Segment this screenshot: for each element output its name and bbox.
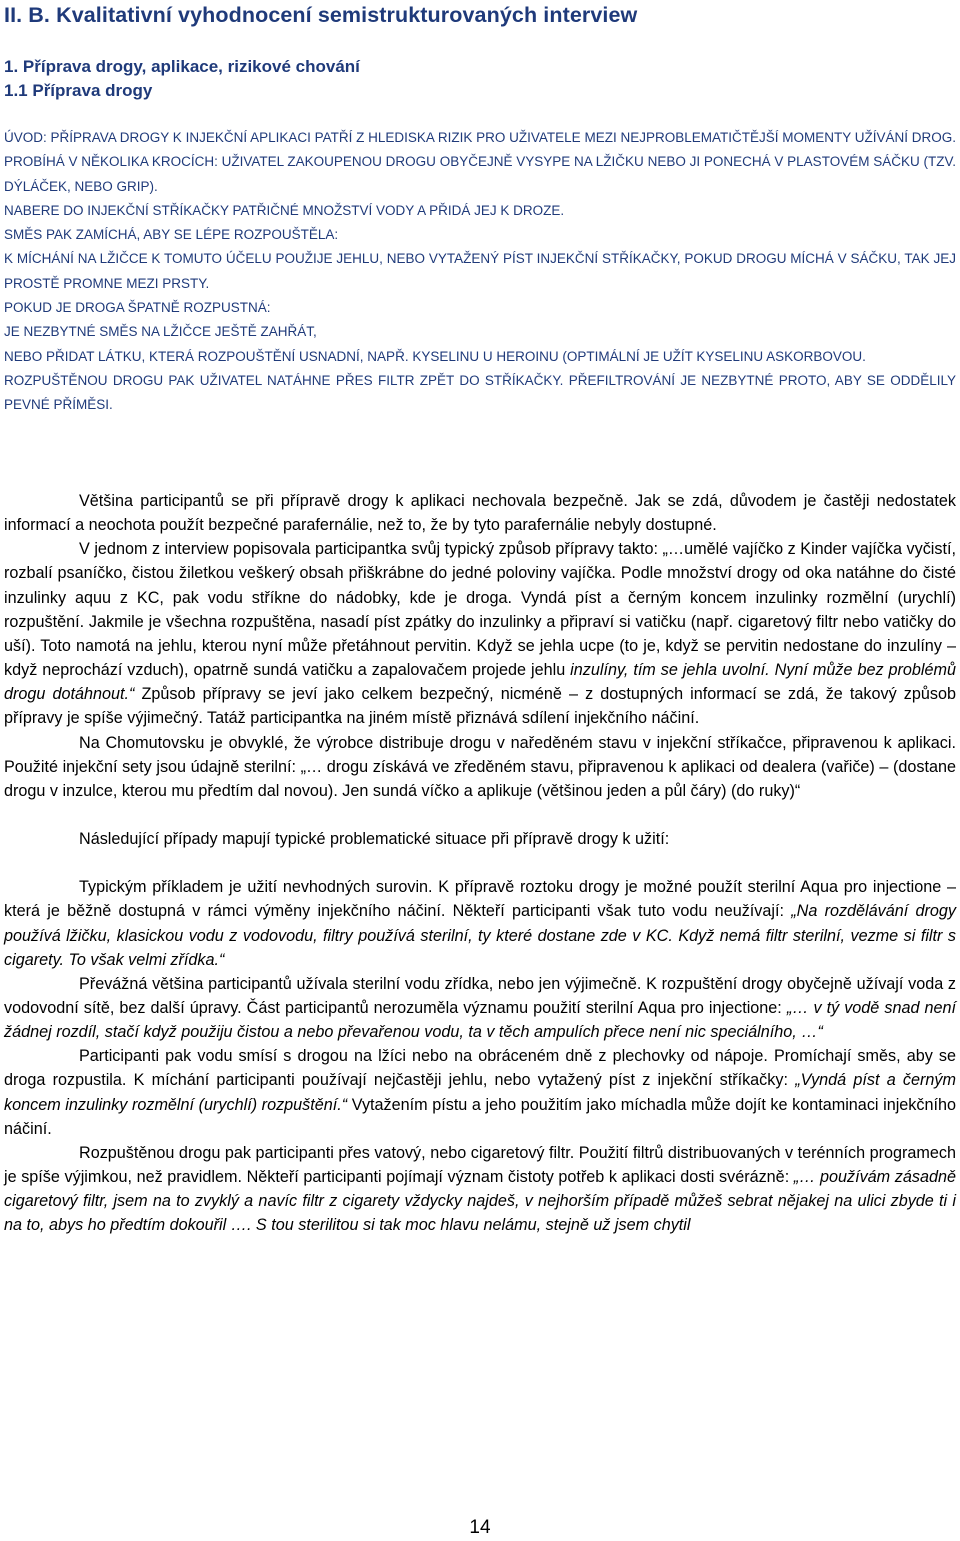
subsection-title: 1.1 Příprava drogy bbox=[4, 81, 153, 100]
body-text-span: Participanti pak vodu smísí s drogou na lžíci nebo na obráceném dně z plechovky od nápoje. Promíchají směs, aby se droga rozpustila. K míchání participanti používají nejčastěji jehlu, nebo vytažený píst z injekční stříkačky: bbox=[4, 1047, 956, 1090]
intro-paragraph: JE NEZBYTNÉ SMĚS NA LŽIČCE JEŠTĚ ZAHŘÁT, bbox=[4, 324, 317, 340]
intro-block bbox=[4, 126, 956, 418]
body-text-span: Vytažením pístu a jeho použitím jako míchadla může dojít ke kontaminaci injekčního náčiní. bbox=[4, 1095, 956, 1138]
intro-paragraph: ÚVOD: PŘÍPRAVA DROGY K INJEKČNÍ APLIKACI PATŘÍ Z HLEDISKA RIZIK PRO UŽIVATELE MEZI NEJPROBLEMATIČTĚJŠÍ MOMENTY UŽÍVÁNÍ DROG. PROBÍHÁ V NĚKOLIKA KROCÍCH: UŽIVATEL ZAKOUPENOU DROGU OBYČEJNĚ VYSYPE NA LŽIČKU NEBO JI PONECHÁ V PLASTOVÉM SÁČKU (TZV. DÝLÁČEK, NEBO GRIP). bbox=[4, 130, 956, 194]
quote-span: „… používám zásadně cigaretový filtr, jsem na to zvyklý a navíc filtr z cigarety vždycky najdeš, v nejhorším případě můžeš sebrat nějakej na ulici zbyde ti i na to, abys ho předtím dokouřil …. S tou sterilitou si tak moc hlavu nelámu, stejně už jsem chytil bbox=[4, 1168, 956, 1235]
body-paragraph bbox=[4, 537, 956, 730]
body-text-span: Způsob přípravy se jeví jako celkem bezpečný, nicméně – z dostupných informací se zdá, že takový způsob přípravy je spíše výjimečný. Tatáž participantka na jiném místě přiznává sdílení injekčního náčiní. bbox=[4, 685, 956, 728]
page-heading: II. B. Kvalitativní vyhodnocení semistrukturovaných interview bbox=[4, 3, 638, 27]
body-text bbox=[4, 489, 956, 1238]
intro-paragraph: POKUD JE DROGA ŠPATNĚ ROZPUSTNÁ: bbox=[4, 300, 271, 316]
quote-span: „Vyndá píst a černým koncem inzulinky rozmělní (urychlí) rozpuštění.“ bbox=[4, 1071, 957, 1114]
body-text-span: Rozpuštěnou drogu pak participanti přes vatový, nebo cigaretový filtr. Použití filtrů distribuovaných v terénních programech je spíše výjimkou, než pravidlem. Někteří participanti pojímají význam čistoty potřeb k aplikaci dosti svérázně: bbox=[4, 1143, 956, 1187]
body-paragraph: Na Chomutovsku je obvyklé, že výrobce distribuje drogu v naředěném stavu v injekční stříkačce, připravenou k aplikaci. Použité injekční sety jsou údajně sterilní: „… drogu získává ve zředěném stavu, připravenou k aplikaci od dealera (vařiče) – (dostane drogu v inzulce, kterou mu předtím dal novou). Jen sundá víčko a aplikuje (většinou jeden a půl čáry) (do ruky)“ bbox=[4, 733, 956, 800]
body-text-span: Typickým příkladem je užití nevhodných surovin. K přípravě roztoku drogy je možné použít sterilní Aqua pro injectione – která je běžně dostupná v rámci výměny injekčního náčiní. Někteří participanti však tuto vodu neužívají: bbox=[4, 878, 956, 921]
body-paragraph bbox=[4, 1141, 956, 1238]
intro-paragraph: SMĚS PAK ZAMÍCHÁ, ABY SE LÉPE ROZPOUŠTĚLA: bbox=[4, 227, 339, 243]
body-paragraph: Většina participantů se při přípravě drogy k aplikaci nechovala bezpečně. Jak se zdá, důvodem je častěji nedostatek informací a neochota použít bezpečné parafernálie, než to, že by tyto parafernálie nebyly dostupné. bbox=[4, 492, 956, 535]
intro-paragraph: ROZPUŠTĚNOU DROGU PAK UŽIVATEL NATÁHNE PŘES FILTR ZPĚT DO STŘÍKAČKY. PŘEFILTROVÁNÍ JE NEZBYTNÉ PROTO, ABY SE ODDĚLILY PEVNÉ PŘÍMĚSI. bbox=[4, 372, 956, 413]
body-paragraph: Následující případy mapují typické problematické situace při přípravě drogy k užití: bbox=[79, 830, 670, 849]
body-paragraph bbox=[4, 875, 956, 972]
body-text-span: Převážná většina participantů užívala sterilní vodu zřídka, nebo jen výjimečně. K rozpuštění drogy obyčejně užívají voda z vodovodní sítě, bez další úpravy. Část participantů nerozuměla významu použití sterilní Aqua pro injectione: bbox=[4, 974, 956, 1017]
quote-span: „Na rozdělávání drogy používá lžičku, klasickou vodu z vodovodu, filtry používá sterilní, ty které dostane zde v KC. Když nemá filtr sterilní, vezme si filtr s cigarety. To však velmi zřídka.“ bbox=[4, 902, 957, 969]
intro-paragraph: K MÍCHÁNÍ NA LŽIČCE K TOMUTO ÚČELU POUŽIJE JEHLU, NEBO VYTAŽENÝ PÍST INJEKČNÍ STŘÍKAČKY, POKUD DROGU MÍCHÁ V SÁČKU, TAK JEJ PROSTĚ PROMNE MEZI PRSTY. bbox=[4, 251, 956, 291]
body-paragraph bbox=[4, 1044, 956, 1141]
body-text-span: V jednom z interview popisovala participantka svůj typický způsob přípravy takto: „…umělé vajíčko z Kinder vajíčka vyčistí, rozbalí psaníčko, čistou žiletkou veškerý obsah přiškrábne do jedné poloviny vajíčka. Podle množství drogy od oka natáhne do čisté inzulinky aquu z KC, pak vodu stříkne do nádobky, kde je droga. Vyndá píst a černým koncem inzulinky rozmělní (urychlí) rozpuštění. Jakmile je všechna rozpuštěna, nasadí píst zpátky do inzulinky a připraví si vatičku (např. cigaretový filtr nebo vatičky do uší). Toto namotá na jehlu, kterou nyní může přetáhnout pervitin. Když se jehla ucpe (to je, když se pervitin nedostane do inzulíny – když neprochází vzduch), opatrně sundá vatičku a zapalovačem projede jehlu bbox=[4, 540, 956, 680]
quote-span: inzulíny, tím se jehla uvolní. Nyní může bez problémů drogu dotáhnout.“ bbox=[4, 661, 956, 704]
page-number: 14 bbox=[469, 1517, 491, 1538]
quote-span: „… v tý vodě snad není žádnej rozdíl, stačí když použiju čistou a nebo převařenou vodu, ta v těch ampulích přece není nic speciálního, …“ bbox=[4, 998, 956, 1042]
body-paragraph bbox=[4, 972, 956, 1044]
intro-paragraph: NEBO PŘIDAT LÁTKU, KTERÁ ROZPOUŠTĚNÍ USNADNÍ, NAPŘ. KYSELINU U HEROINU (OPTIMÁLNÍ JE UŽÍT KYSELINU ASKORBOVOU. bbox=[4, 348, 866, 364]
intro-paragraph: NABERE DO INJEKČNÍ STŘÍKAČKY PATŘIČNÉ MNOŽSTVÍ VODY A PŘIDÁ JEJ K DROZE. bbox=[4, 202, 565, 218]
section-title: 1. Příprava drogy, aplikace, rizikové chování bbox=[4, 57, 360, 76]
